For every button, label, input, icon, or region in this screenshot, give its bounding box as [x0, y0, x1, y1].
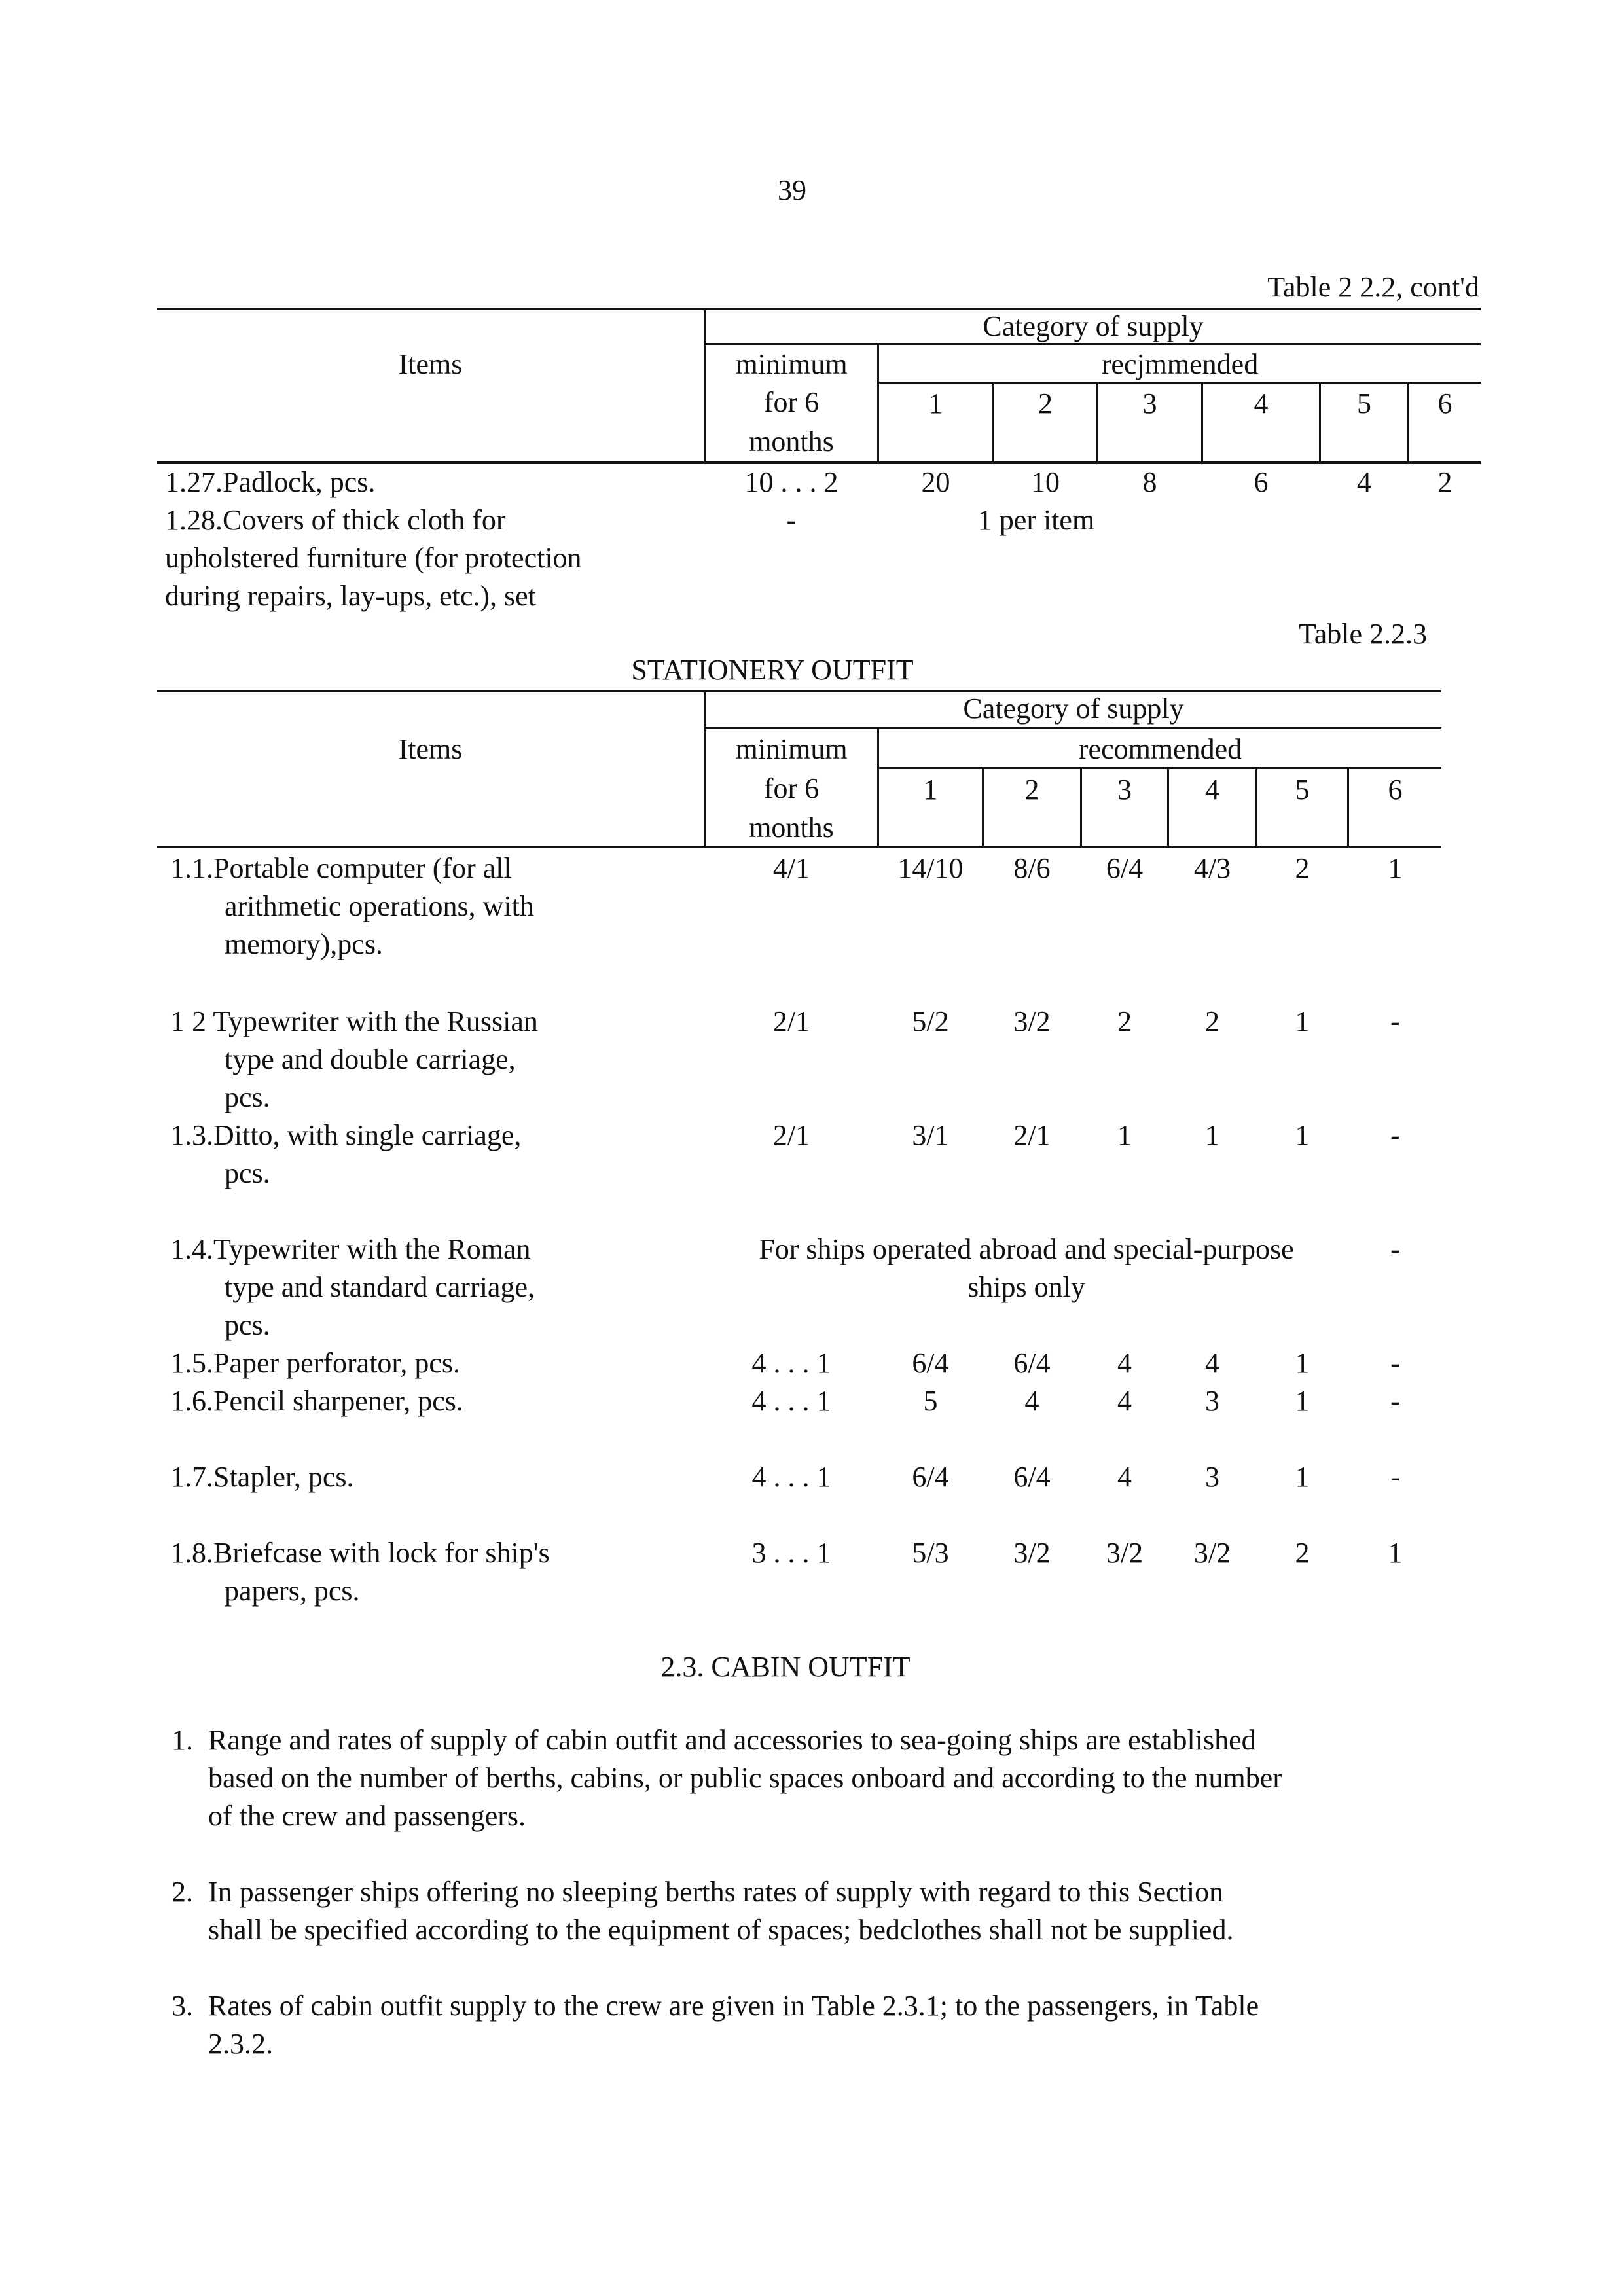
paragraph-number: 3. [171, 1990, 193, 2022]
row-minimum: 4/1 [772, 852, 810, 884]
row-minimum: 4 . . . 1 [751, 1385, 831, 1417]
paragraph-line: based on the number of berths, cabins, or public spaces onboard and according to the number [208, 1762, 1282, 1794]
minimum-header: for 6 [763, 772, 820, 804]
row-item: 1.5.Paper perforator, pcs. [170, 1347, 460, 1379]
row-item: 1.7.Stapler, pcs. [170, 1461, 354, 1493]
row-value: 3/2 [1193, 1537, 1231, 1569]
row-item: arithmetic operations, with [225, 890, 534, 922]
table-caption: Table 2 2.2, cont'd [1267, 271, 1479, 303]
row-value: 2 [1295, 852, 1310, 884]
row-value: 1 [1117, 1119, 1132, 1151]
row-value: 1 [1388, 852, 1403, 884]
row-minimum: 2/1 [772, 1119, 810, 1151]
row-item: type and double carriage, [225, 1043, 516, 1075]
paragraph-line: In passenger ships offering no sleeping berths rates of supply with regard to this Section [208, 1876, 1224, 1908]
section-heading: 2.3. CABIN OUTFIT [660, 1651, 911, 1683]
paragraph-line: Rates of cabin outfit supply to the crew are given in Table 2.3.1; to the passengers, in Table [208, 1990, 1259, 2022]
items-header: Items [398, 733, 463, 765]
row-minimum: 3 . . . 1 [751, 1537, 831, 1569]
row-value: 4 [1357, 466, 1371, 498]
row-value: 5/3 [912, 1537, 949, 1569]
row-value: 2 [1205, 1005, 1219, 1037]
row-value: 4 [1024, 1385, 1039, 1417]
column-header: 6 [1437, 387, 1453, 420]
row-value: 10 [1031, 466, 1060, 498]
paragraph-number: 1. [171, 1724, 193, 1756]
column-header: 1 [928, 387, 943, 420]
row-value: 20 [921, 466, 950, 498]
row-value: 6/4 [1106, 852, 1144, 884]
row-value: - [1390, 1347, 1400, 1379]
row-value: 1 [1295, 1005, 1310, 1037]
column-header: 5 [1357, 387, 1371, 420]
row-item: pcs. [225, 1081, 270, 1113]
row-item: during repairs, lay-ups, etc.), set [165, 580, 536, 612]
row-value: 3 [1205, 1461, 1219, 1493]
row-value: 6/4 [1013, 1461, 1051, 1493]
row-value: 1 [1295, 1119, 1310, 1151]
items-header: Items [398, 348, 463, 380]
row-value: 1 [1295, 1461, 1310, 1493]
column-header: 3 [1142, 387, 1157, 420]
row-value: 1 [1295, 1347, 1310, 1379]
row-value: 1 [1295, 1385, 1310, 1417]
row-span-value: 1 per item [977, 504, 1095, 536]
paragraph-line: 2.3.2. [208, 2028, 273, 2060]
row-value: - [1390, 1233, 1400, 1265]
column-header: 5 [1295, 774, 1310, 806]
row-minimum: 2/1 [772, 1005, 810, 1037]
row-minimum: 10 . . . 2 [744, 466, 839, 498]
row-value: 4 [1205, 1347, 1219, 1379]
row-value: 4 [1117, 1461, 1132, 1493]
column-header: 2 [1038, 387, 1053, 420]
row-item: 1.4.Typewriter with the Roman [170, 1233, 531, 1265]
table-caption: Table 2.2.3 [1298, 618, 1427, 650]
row-value: 8/6 [1013, 852, 1051, 884]
minimum-header: minimum [735, 348, 848, 380]
row-value: 1 [1388, 1537, 1403, 1569]
row-item: type and standard carriage, [225, 1271, 535, 1303]
minimum-header: for 6 [763, 386, 820, 418]
row-value: - [1390, 1385, 1400, 1417]
row-item: 1.8.Briefcase with lock for ship's [170, 1537, 550, 1569]
row-value: - [1390, 1005, 1400, 1037]
row-value: 1 [1205, 1119, 1219, 1151]
row-value: 5 [923, 1385, 938, 1417]
recommended-header: recommended [1078, 733, 1242, 765]
table-title: STATIONERY OUTFIT [631, 654, 914, 686]
row-minimum: 4 . . . 1 [751, 1347, 831, 1379]
minimum-header: months [749, 812, 834, 844]
minimum-header: minimum [735, 733, 848, 765]
row-span-value: For ships operated abroad and special-purpose [759, 1233, 1294, 1265]
row-value: 4 [1117, 1385, 1132, 1417]
row-value: 3/2 [1013, 1537, 1051, 1569]
paragraph-line: of the crew and passengers. [208, 1800, 526, 1832]
category-header: Category of supply [963, 692, 1184, 725]
column-header: 4 [1254, 387, 1269, 420]
row-item: 1.1.Portable computer (for all [170, 852, 512, 884]
row-value: 6/4 [912, 1347, 949, 1379]
row-item: 1.3.Ditto, with single carriage, [170, 1119, 522, 1151]
category-header: Category of supply [983, 310, 1204, 342]
row-item: 1.27.Padlock, pcs. [165, 466, 376, 498]
column-header: 1 [923, 774, 938, 806]
row-value: 6/4 [912, 1461, 949, 1493]
row-minimum: 4 . . . 1 [751, 1461, 831, 1493]
row-value: 2/1 [1013, 1119, 1051, 1151]
row-value: 3 [1205, 1385, 1219, 1417]
row-value: 2 [1295, 1537, 1310, 1569]
column-header: 4 [1205, 774, 1219, 806]
row-value: 8 [1142, 466, 1157, 498]
column-header: 2 [1024, 774, 1039, 806]
row-value: 4/3 [1193, 852, 1231, 884]
row-value: 14/10 [897, 852, 964, 884]
paragraph-line: Range and rates of supply of cabin outfit and accessories to sea-going ships are established [208, 1724, 1256, 1756]
row-item: pcs. [225, 1157, 270, 1189]
row-item: 1 2 Typewriter with the Russian [170, 1005, 538, 1037]
row-value: 6 [1254, 466, 1269, 498]
row-span-value: ships only [967, 1271, 1085, 1303]
row-value: - [1390, 1119, 1400, 1151]
column-header: 6 [1388, 774, 1403, 806]
row-value: 2 [1437, 466, 1453, 498]
column-header: 3 [1117, 774, 1132, 806]
row-value: 6/4 [1013, 1347, 1051, 1379]
minimum-header: months [749, 425, 834, 457]
paragraph-number: 2. [171, 1876, 193, 1908]
row-value: 4 [1117, 1347, 1132, 1379]
row-value: 3/2 [1013, 1005, 1051, 1037]
row-value: - [1390, 1461, 1400, 1493]
row-item: 1.6.Pencil sharpener, pcs. [170, 1385, 463, 1417]
row-item: pcs. [225, 1309, 270, 1341]
page-number: 39 [778, 174, 806, 206]
row-value: 2 [1117, 1005, 1132, 1037]
row-value: 3/1 [912, 1119, 949, 1151]
row-item: papers, pcs. [225, 1575, 360, 1607]
row-value: 3/2 [1106, 1537, 1144, 1569]
row-value: 5/2 [912, 1005, 949, 1037]
row-item: upholstered furniture (for protection [165, 542, 582, 574]
recommended-header: recjmmended [1101, 348, 1259, 380]
row-item: memory),pcs. [225, 928, 383, 960]
row-minimum: - [786, 504, 797, 536]
paragraph-line: shall be specified according to the equipment of spaces; bedclothes shall not be supplied. [208, 1914, 1234, 1946]
row-item: 1.28.Covers of thick cloth for [165, 504, 506, 536]
